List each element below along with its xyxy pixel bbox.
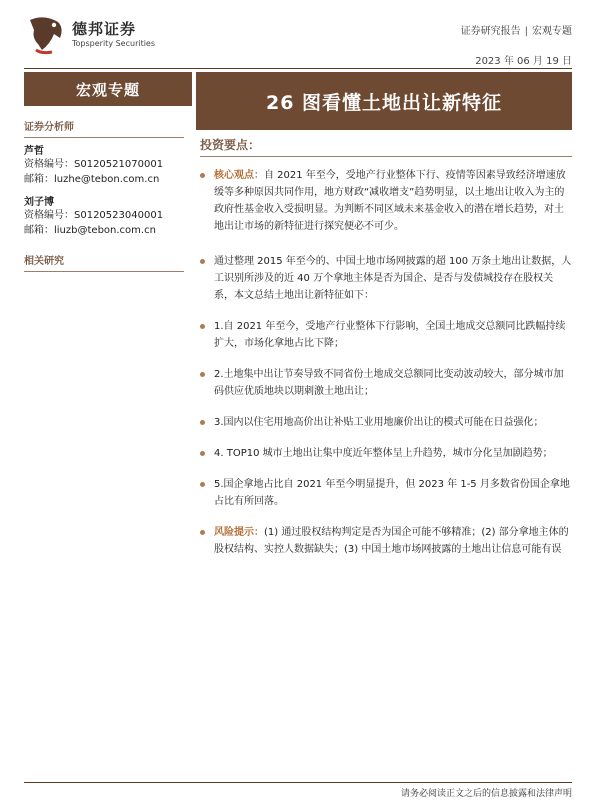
finding-item [200,318,572,352]
section-title: 投资要点： [200,138,261,152]
analysts-heading: 证券分析师 [24,122,74,133]
bullet-dot-icon [200,173,205,178]
bullet-dot-icon [200,420,205,425]
finding-item [200,366,572,400]
footer-disclaimer: 请务必阅读正文之后的信息披露和法律声明 [400,789,572,799]
analyst-card [24,193,192,238]
bullet-dot-icon [200,324,205,329]
core-view-text: 自 2021 年至今，受地产行业整体下行、疫情等因素导致经济增速放缓等多种原因共同作用，地方财政“减收增支”趋势明显，以土地出让收入为主的政府性基金收入受损明显。为判断不同区域未来基金收入的潜在增长趋势，对土地出让市场的新特征进行探究便必不可少。 [214,170,566,232]
finding-item [200,445,572,462]
intro-paragraph [200,253,572,304]
meta-separator: | [524,26,528,37]
sidebar [24,118,192,276]
report-type: 证券研究报告 [460,26,521,37]
brand-name-en: Topsperity Securities [72,39,156,48]
risk-warning-label: 风险提示： [214,527,264,538]
risk-warning-text: (1) 通过股权结构判定是否为国企可能不够精准；(2) 部分拿地主体的股权结构、实控人数据缺失；(3) 中国土地市场网披露的土地出让信息可能有误 [214,527,569,555]
report-title: 26 图看懂土地出让新特征 [196,72,572,130]
category-banner: 宏观专题 [24,72,192,106]
analyst-name: 芦哲 [24,146,44,157]
analyst-license: 资格编号：S0120521070001 [24,159,164,170]
bullet-dot-icon [200,259,205,264]
analyst-email[interactable]: 邮箱：liuzb@tebon.com.cn [24,225,156,236]
section-divider [200,156,572,157]
report-date: 2023 年 06 月 19 日 [475,56,572,67]
sidebar-divider [24,271,184,272]
related-research-heading: 相关研究 [24,256,64,267]
bullet-dot-icon [200,530,205,535]
analyst-name: 刘子博 [24,197,54,208]
investment-highlights [200,136,572,558]
analyst-email[interactable]: 邮箱：luzhe@tebon.com.cn [24,174,160,185]
finding-text: 4. TOP10 城市土地出让集中度近年整体呈上升趋势，城市分化呈加剧趋势； [214,448,553,459]
report-meta [461,22,572,37]
finding-item [200,476,572,510]
intro-text: 通过整理 2015 年至今的、中国土地市场网披露的超 100 万条土地出让数据，人工识别所涉及的近 40 万个拿地主体是否为国企、是否与发债城投存在股权关系，本文总结土地出让新特征如下： [214,256,572,301]
analyst-license: 资格编号：S0120523040001 [24,210,164,221]
finding-text: 5.国企拿地占比自 2021 年至今明显提升，但 2023 年 1-5 月多数省份国企拿地占比有所回落。 [214,479,570,507]
finding-item [200,414,572,431]
bullet-dot-icon [200,372,205,377]
sidebar-divider [24,137,184,138]
core-view-paragraph [200,167,572,235]
header-divider [24,68,572,69]
bullet-dot-icon [200,482,205,487]
core-view-label: 核心观点： [214,170,264,181]
finding-text: 1.自 2021 年至今，受地产行业整体下行影响，全国土地成交总额同比跌幅持续扩大，市场化拿地占比下降； [214,321,566,349]
bullet-dot-icon [200,451,205,456]
finding-text: 3.国内以住宅用地高价出让补贴工业用地廉价出让的模式可能在日益强化； [214,417,544,428]
finding-text: 2.土地集中出让节奏导致不同省份土地成交总额同比变动波动较大，部分城市加码供应优质地块以期刺激土地出让； [214,369,564,397]
brand-mark-icon [24,14,68,56]
analyst-card [24,142,192,187]
brand-logo [24,14,184,56]
brand-name-cn: 德邦证券 [72,20,137,38]
risk-warning-paragraph [200,524,572,558]
report-category: 宏观专题 [532,26,572,37]
footer-divider [24,782,572,783]
